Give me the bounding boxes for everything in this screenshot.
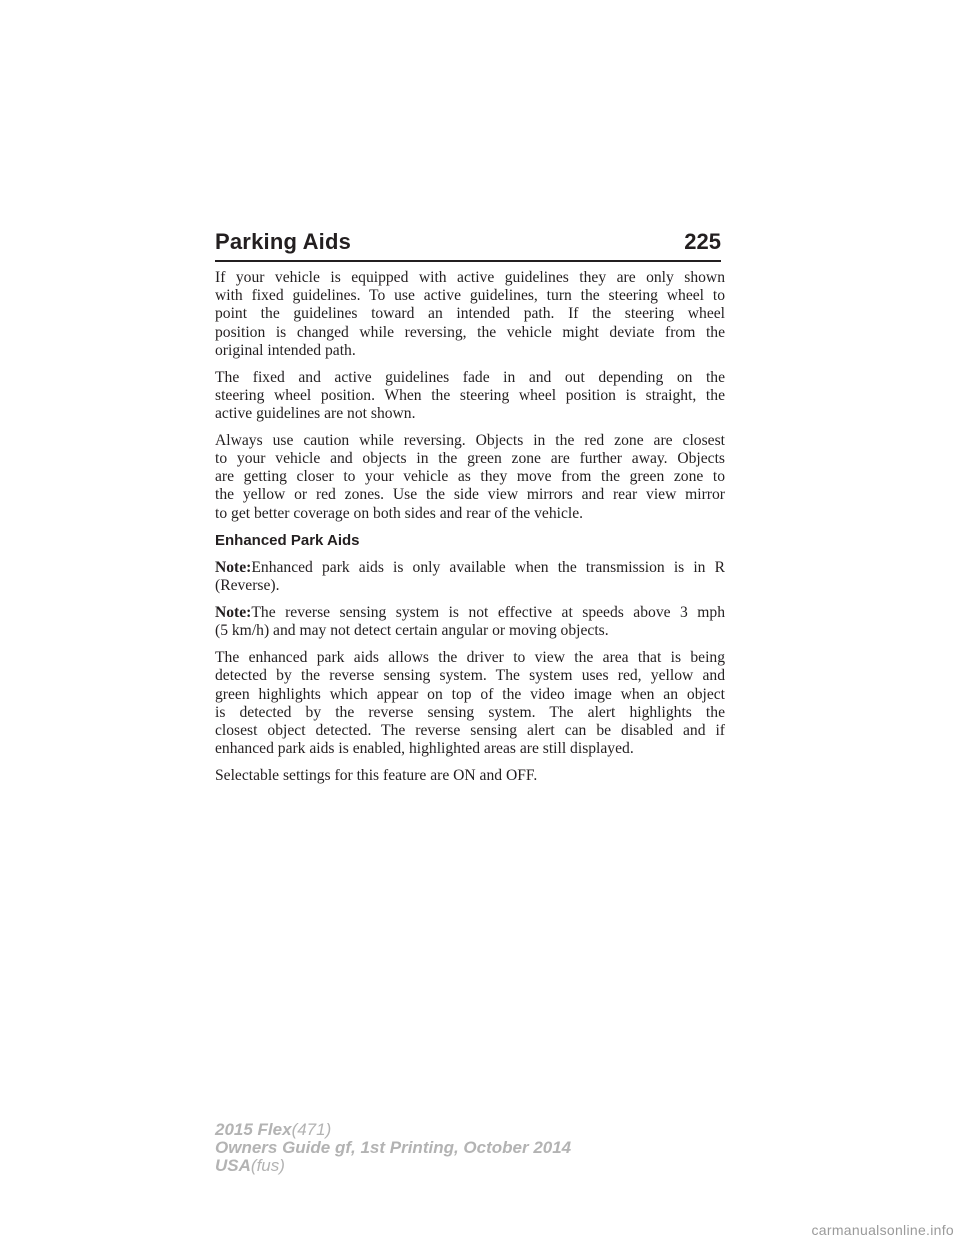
text-line: with fixed guidelines. To use active guidelines, turn the steering wheel to — [215, 287, 725, 305]
text-line: green highlights which appear on top of the video image when an object — [215, 685, 725, 703]
text-line: Always use caution while reversing. Objects in the red zone are closest — [215, 431, 725, 449]
text-line: original intended path. — [215, 341, 356, 359]
note-reverse-availability — [215, 559, 725, 595]
note-label: Note: — [215, 559, 252, 577]
page-header — [215, 226, 721, 262]
footer-page-code: (471) — [291, 1120, 332, 1139]
text-line: active guidelines are not shown. — [215, 405, 416, 423]
text-line: the yellow or red zones. Use the side view mirrors and rear view mirror — [215, 486, 725, 504]
text-line: If your vehicle is equipped with active guidelines they are only shown — [215, 269, 725, 286]
text-line: point the guidelines toward an intended path. If the steering wheel — [215, 305, 725, 323]
note-sensing-limits — [215, 604, 725, 640]
site-watermark: carmanualsonline.info — [811, 1222, 954, 1238]
page-content — [215, 269, 725, 794]
text-line: to get better coverage on both sides and rear of the vehicle. — [215, 504, 584, 522]
text-line: is detected by the reverse sensing system. The alert highlights the — [215, 703, 725, 721]
page-number: 225 — [684, 229, 721, 254]
footer-model: 2015 Flex — [215, 1120, 292, 1139]
text-line: detected by the reverse sensing system. The system uses red, yellow and — [215, 667, 725, 685]
footer-market-code: (fus) — [250, 1156, 285, 1175]
footer-line-market — [215, 1157, 571, 1175]
paragraph-caution — [215, 432, 725, 523]
footer-line-model — [215, 1121, 571, 1139]
text-line: The fixed and active guidelines fade in and out depending on the — [215, 368, 725, 386]
paragraph-enhanced-park-aids — [215, 649, 725, 758]
note-text: The reverse sensing system is not effective at speeds above 3 mph — [251, 604, 725, 622]
text-line: position is changed while reversing, the vehicle might deviate from the — [215, 323, 725, 341]
paragraph-selectable-settings — [215, 767, 725, 785]
text-line: enhanced park aids is enabled, highlighted areas are still displayed. — [215, 740, 634, 758]
text-line: to your vehicle and objects in the green zone are further away. Objects — [215, 450, 725, 468]
text-line: Selectable settings for this feature are ON and OFF. — [215, 767, 538, 785]
note-label: Note: — [215, 604, 252, 622]
paragraph-active-guidelines — [215, 269, 725, 360]
text-line: steering wheel position. When the steering wheel position is straight, the — [215, 386, 725, 404]
section-heading: Enhanced Park Aids — [215, 532, 360, 550]
text-line — [215, 559, 725, 577]
text-line: (5 km/h) and may not detect certain angular or moving objects. — [215, 622, 609, 640]
text-line — [215, 604, 725, 622]
text-line: closest object detected. The reverse sensing alert can be disabled and if — [215, 722, 725, 740]
section-title: Parking Aids — [215, 229, 352, 254]
text-line: The enhanced park aids allows the driver to view the area that is being — [215, 649, 725, 667]
print-footer — [215, 1121, 571, 1175]
footer-line-edition: Owners Guide gf, 1st Printing, October 2014 — [215, 1138, 572, 1157]
footer-market: USA — [215, 1156, 251, 1175]
paragraph-guidelines-fade — [215, 369, 725, 424]
text-line: (Reverse). — [215, 577, 280, 595]
note-text: Enhanced park aids is only available when the transmission is in R — [251, 559, 725, 577]
text-line: are getting closer to your vehicle as they move from the green zone to — [215, 468, 725, 486]
